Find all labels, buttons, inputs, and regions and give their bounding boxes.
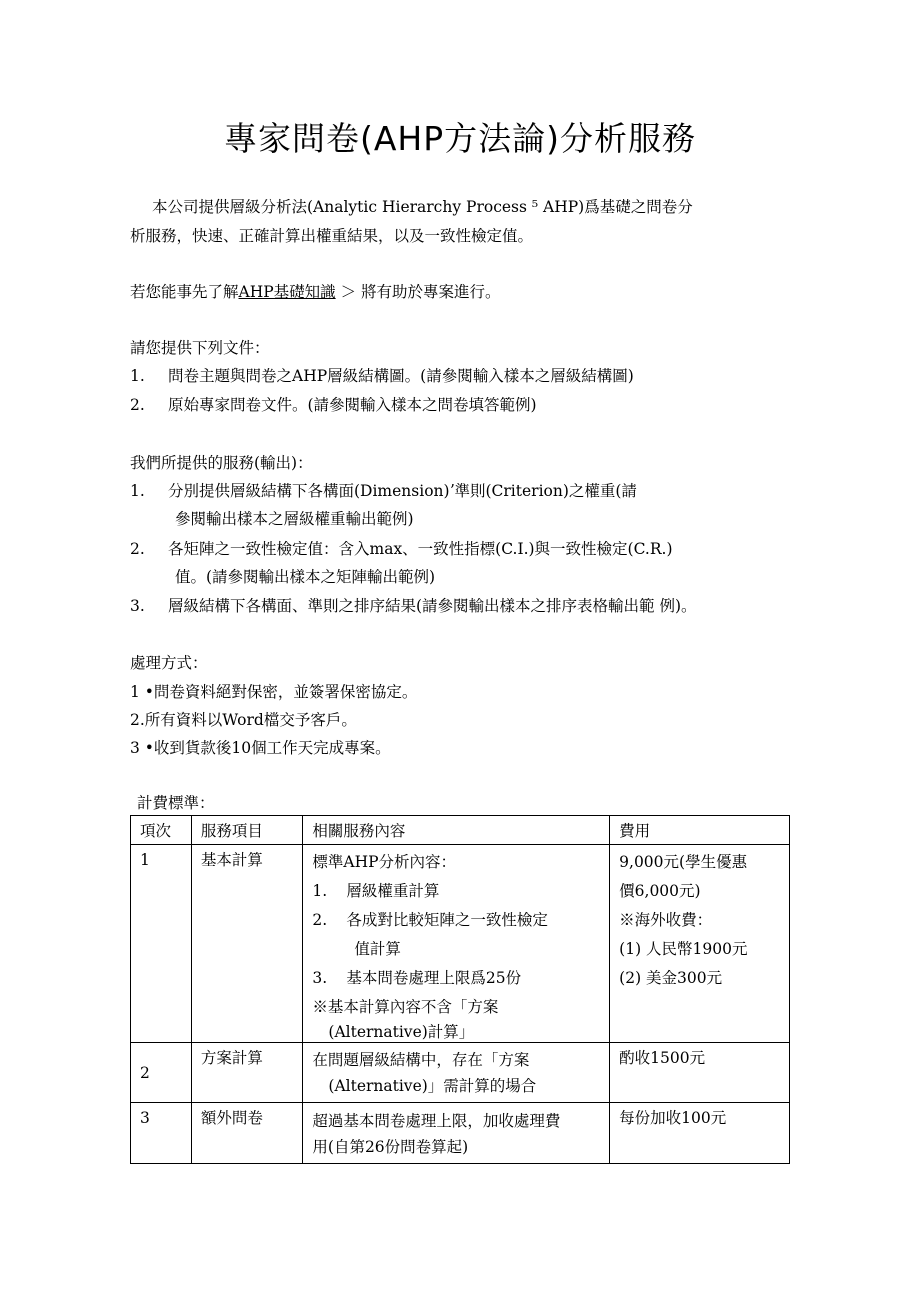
table-row [131,1043,790,1103]
fee-table [130,815,790,1164]
fee-line: 9,000元(學生優惠 [619,853,748,871]
processing-item: 1 •問卷資料絕對保密，並簽署保密協定。 [130,683,418,701]
service-item [130,538,673,560]
prior-knowledge-after: ＞ 將有助於專案進行。 [335,283,501,301]
prior-knowledge-before: 若您能事先了解 [130,283,239,301]
list-text: 問卷主題與問卷之AHP層級結構圖。(請參閱輸入樣本之層級結構圖) [168,367,634,385]
fee-line: 價6,000元) [619,882,701,900]
list-number: 2. [130,540,145,558]
list-number: 3. [312,969,328,987]
header-content: 相關服務內容 [303,816,610,845]
list-number: 3. [130,597,145,615]
prior-knowledge [130,281,501,303]
fee-line: ※海外收費： [619,911,713,929]
header-no: 項次 [131,816,192,845]
service-item [130,480,637,502]
list-number: 2. [130,396,145,414]
services-heading: 我們所提供的服務(輸出)： [130,454,313,472]
list-text: 層級結構下各構面、準則之排序結果(請參閱輸出樣本之排序表格輸出範 例)。 [168,597,697,615]
row-fee: 酌收1500元 [610,1043,790,1103]
required-doc-item [130,394,537,416]
table-row [131,1103,790,1164]
service-item [130,595,697,617]
required-doc-item [130,365,634,387]
content-list-item [312,906,600,935]
list-number: 1. [130,482,145,500]
content-list-cont: 值計算 [354,940,401,958]
required-docs-heading: 請您提供下列文件： [130,339,270,357]
list-number: 2. [312,911,328,929]
fee-line: (1) 人民幣1900元 [619,940,748,958]
list-text: 原始專家問卷文件。(請參閱輸入樣本之問卷填答範例) [168,396,537,414]
content-list-item [312,964,600,993]
row-item: 基本計算 [191,845,303,1043]
row-no: 2 [131,1043,192,1103]
content-list-item [312,877,600,906]
content-note: ※基本計算內容不含「方案 [312,998,499,1016]
processing-heading: 處理方式： [130,654,208,672]
content-line: 在問題層級結構中，存在「方案 [312,1051,530,1069]
row-no: 3 [131,1103,192,1164]
content-line: (Alternative)」需計算的場合 [328,1077,537,1095]
row-no: 1 [131,845,192,1043]
content-intro: 標準AHP分析內容： [312,853,457,871]
content-line: 超過基本問卷處理上限，加收處理費 [312,1112,561,1130]
row-item: 額外問卷 [191,1103,303,1164]
row-fee: 每份加收100元 [610,1103,790,1164]
header-fee: 費用 [610,816,790,845]
list-text: 基本問卷處理上限爲25份 [346,969,522,987]
service-item-cont: 值。(請參閱輸出樣本之矩陣輸出範例) [175,568,436,586]
page-title: 專家問卷(AHP方法論)分析服務 [223,119,697,158]
list-text: 層級權重計算 [346,882,440,900]
list-text: 分別提供層級結構下各構面(Dimension)ʼ準則(Criterion)之權重(請 [168,482,637,500]
table-header-row [131,816,790,845]
fee-table-caption: 計費標準： [137,794,215,812]
list-number: 1. [130,367,145,385]
row-content [303,1043,610,1103]
row-content [303,845,610,1043]
processing-item: 2.所有資料以Word檔交予客戶。 [130,711,357,729]
row-fee [610,845,790,1043]
row-content [303,1103,610,1164]
content-line: 用(自第26份問卷算起) [312,1138,469,1156]
ahp-basics-link[interactable]: AHP基礎知識 [238,283,336,301]
fee-line: (2) 美金300元 [619,969,723,987]
processing-item: 3 •收到貨款後10個工作天完成專案。 [130,739,391,757]
header-item: 服務項目 [191,816,303,845]
intro-line-1: 本公司提供層級分析法(Analytic Hierarchy Process ⁵ AHP)爲基礎之問卷分 [152,198,693,216]
list-text: 各成對比較矩陣之一致性檢定 [346,911,548,929]
row-item: 方案計算 [191,1043,303,1103]
service-item-cont: 參閱輸出樣本之層級權重輸出範例) [175,510,414,528]
list-number: 1. [312,882,328,900]
table-row [131,845,790,1043]
intro-line-2: 析服務，快速、正確計算出權重結果，以及一致性檢定值。 [130,227,534,245]
content-note-cont: (Alternative)計算」 [328,1023,475,1041]
list-text: 各矩陣之一致性檢定值：含入max、一致性指標(C.I.)與一致性檢定(C.R.) [168,540,673,558]
